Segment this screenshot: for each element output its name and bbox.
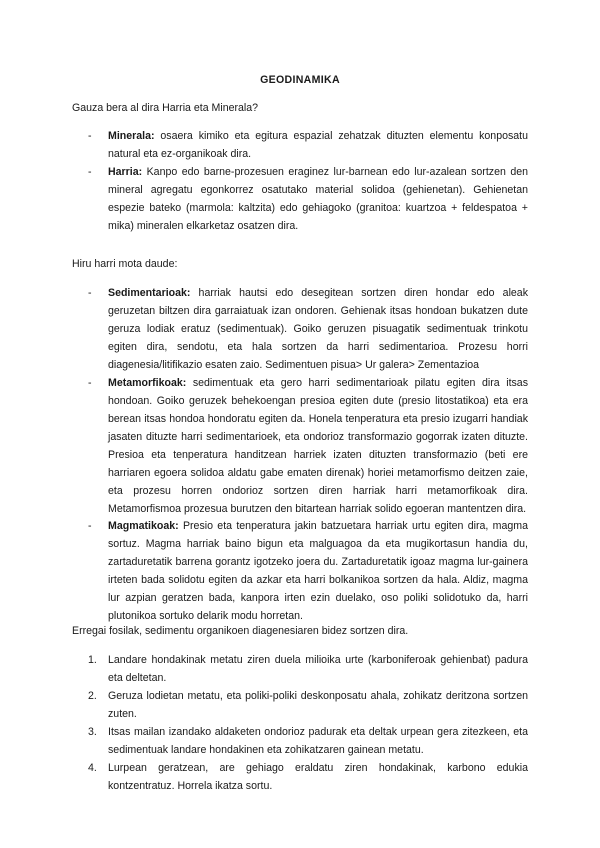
rock-type-metamorfikoak xyxy=(88,374,528,518)
step-number: 4. xyxy=(88,762,97,774)
definition-harria xyxy=(88,163,528,235)
rock-types-list xyxy=(88,284,528,374)
rock-type-term: Magmatikoak: xyxy=(108,520,179,532)
step-text: Landare hondakinak metatu ziren duela milioika urte (karboniferoak gehienbat) padura eta deltetan. xyxy=(108,654,528,684)
fossil-step xyxy=(88,687,528,723)
page-title: GEODINAMIKA xyxy=(260,74,340,86)
definition-text: osaera kimiko eta egitura espazial zehatzak dituzten elementu konposatu natural eta ez-organikoak dira. xyxy=(108,130,528,160)
list-bullet: - xyxy=(88,166,92,178)
step-number: 2. xyxy=(88,690,97,702)
definitions-list xyxy=(88,127,528,235)
rock-type-sedimentarioak xyxy=(88,284,528,374)
rock-types-list-3 xyxy=(88,517,528,625)
definition-term: Minerala: xyxy=(108,130,155,142)
definition-minerala xyxy=(88,127,528,163)
list-bullet: - xyxy=(88,130,92,142)
step-text: Itsas mailan izandako aldaketen ondorioz padurak eta deltak urpean gera zitezkeen, eta sedimentuak landare hondakinen eta zohikatzaren gainean metatu. xyxy=(108,726,528,756)
list-bullet: - xyxy=(88,287,92,299)
rock-type-text: sedimentuak eta gero harri sedimentarioak pilatu egiten dira itsas hondoan. Goiko geruzek behekoengan presioa egiten dute (presio litostatikoa) eta era berean itsas hondoa hondoratu egiten da. Honela tenperatura eta presio izugarri handiak jasaten dituzte harri sedimentarioek, eta ondorioz transformazio gogorrak izaten dituzte. Presioa eta tenperatura handitzean harriek izaten dituzten transformazio (beti ere harriaren egoera solidoa aldatu gabe ematen direnak) horiei metamorfismo deitzen zaie, eta prozesu horren ondorioz sortzen diren harriak harri metamorfikoak dira. Metamorfismoa prozesua burutzen den bitartean harriak solido egoeran mantentzen dira. xyxy=(108,377,528,515)
step-text: Lurpean geratzean, are gehiago eraldatu ziren hondakinak, karbono edukia kontzentratuz. Horrela ikatza sortu. xyxy=(108,762,528,792)
fossil-step xyxy=(88,759,528,795)
rock-types-intro: Hiru harri mota daude: xyxy=(72,258,178,270)
rock-type-text: Presio eta tenperatura jakin batzuetara harriak urtu egiten dira, magma sortuz. Magma harriak baino bigun eta malguagoa da eta mugikortasun handia du, zartaduretatik barrena gorantz igotzeko joera du. Zartaduretatik igoaz magma lur-gainera irteten bada solidotu egiten da azkar eta harri bolkanikoa sortzen da hala. Aldiz, magma lur azpian geratzen bada, kanpora irten ezin duelako, oso poliki solidotuko da, harri plutonikoa sortuko delarik modu horretan. xyxy=(108,520,528,622)
fossil-step xyxy=(88,723,528,759)
fossil-step xyxy=(88,651,528,687)
rock-types-list-2 xyxy=(88,374,528,518)
fossil-fuels-intro: Erregai fosilak, sedimentu organikoen diagenesiaren bidez sortzen dira. xyxy=(72,625,409,637)
step-number: 3. xyxy=(88,726,97,738)
list-bullet: - xyxy=(88,377,92,389)
rock-type-text: harriak hautsi edo desegitean sortzen diren hondar edo aleak geruzetan biltzen dira garraiatuak izan ondoren. Gehienak itsas hondoan bukatzen dute geruza lodiak eratuz (sedimentuak). Goiko geruzen pisuagatik sedimentuak trinkotu egiten dira, sendotu, eta hala sortzen da harri sedimentarioa. Prozesu horri diagenesia/litifikazio esaten zaio. Sedimentuen pisua> Ur galera> Zementazioa xyxy=(108,287,528,371)
rock-type-term: Sedimentarioak: xyxy=(108,287,191,299)
definition-term: Harria: xyxy=(108,166,143,178)
definition-text: Kanpo edo barne-prozesuen eraginez lur-barnean edo lur-azalean sortzen den mineral agregatu egonkorrez osatutako material solidoa (gehienetan). Gehienetan espezie bateko (marmola: kaltzita) edo gehiagoko (granitoa: kuartzoa + feldespatoa + mika) mineralen elkarketaz osatzen dira. xyxy=(108,166,528,232)
rock-type-term: Metamorfikoak: xyxy=(108,377,187,389)
intro-question: Gauza bera al dira Harria eta Minerala? xyxy=(72,102,259,114)
step-number: 1. xyxy=(88,654,97,666)
step-text: Geruza lodietan metatu, eta poliki-poliki deskonposatu ahala, zohikatz deritzona sortzen zuten. xyxy=(108,690,528,720)
fossil-steps-list xyxy=(88,651,528,795)
list-bullet: - xyxy=(88,520,92,532)
rock-type-magmatikoak xyxy=(88,517,528,625)
